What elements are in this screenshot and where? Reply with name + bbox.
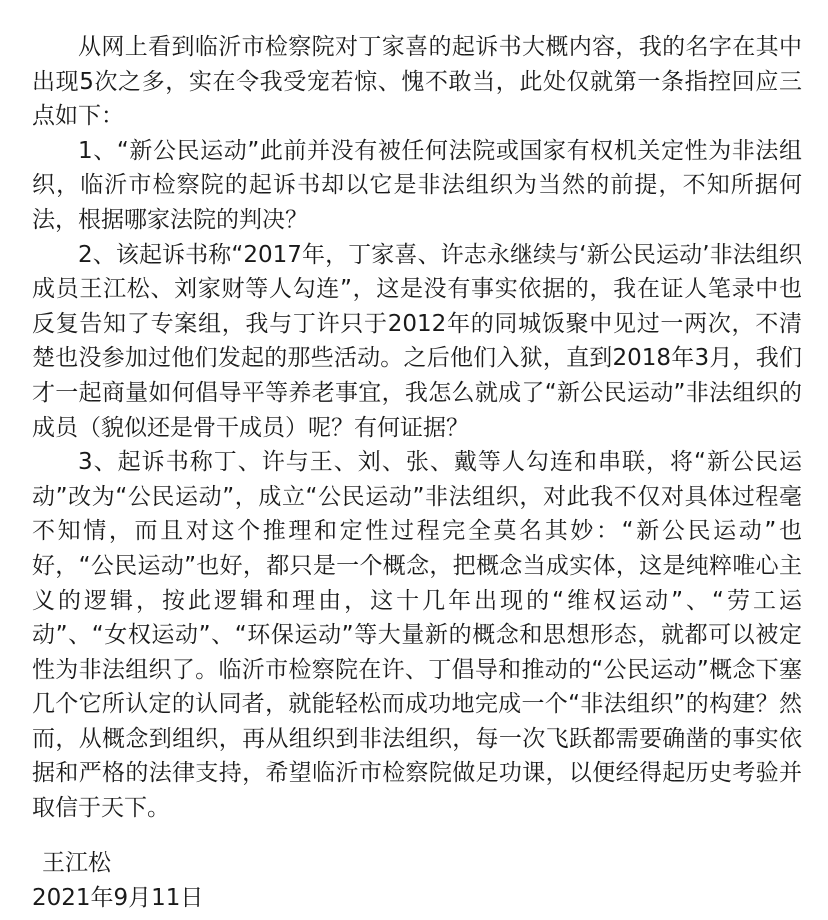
- letter-body: [32, 30, 802, 826]
- paragraph-point-1: 1、“新公民运动”此前并没有被任何法院或国家有权机关定性为非法组织，临沂市检察院的起诉书却以它是非法组织为当然的前提，不知所据何法，根据哪家法院的判决？: [32, 137, 802, 233]
- signature-date: 2021年9月11日: [32, 884, 204, 911]
- paragraph-intro: 从网上看到临沂市检察院对丁家喜的起诉书大概内容，我的名字在其中出现5次之多，实在令我受宠若惊、愧不敢当，此处仅就第一条指控回应三点如下：: [32, 34, 802, 130]
- signature-block: [32, 846, 203, 915]
- signature-name: 王江松: [42, 850, 111, 876]
- paragraph-point-3: 3、起诉书称丁、许与王、刘、张、戴等人勾连和串联，将“新公民运动”改为“公民运动”，成立“公民运动”非法组织，对此我不仅对具体过程毫不知情，而且对这个推理和定性过程完全莫名其妙：“新公民运动”也好，“公民运动”也好，都只是一个概念，把概念当成实体，这是纯粹唯心主义的逻辑，按此逻辑和理由，这十几年出现的“维权运动”、“劳工运动”、“女权运动”、“环保运动”等大量新的概念和思想形态，就都可以被定性为非法组织了。临沂市检察院在许、丁倡导和推动的“公民运动”概念下塞几个它所认定的认同者，就能轻松而成功地完成一个“非法组织”的构建？然而，从概念到组织，再从组织到非法组织，每一次飞跃都需要确凿的事实依据和严格的法律支持，希望临沂市检察院做足功课，以便经得起历史考验并取信于天下。: [32, 449, 802, 822]
- paragraph-point-2: 2、该起诉书称“2017年，丁家喜、许志永继续与‘新公民运动’非法组织成员王江松、刘家财等人勾连”，这是没有事实依据的，我在证人笔录中也反复告知了专案组，我与丁许只于2012年的同城饭聚中见过一两次，不清楚也没参加过他们发起的那些活动。之后他们入狱，直到2018年3月，我们才一起商量如何倡导平等养老事宜，我怎么就成了“新公民运动”非法组织的成员（貌似还是骨干成员）呢？有何证据？: [32, 241, 802, 441]
